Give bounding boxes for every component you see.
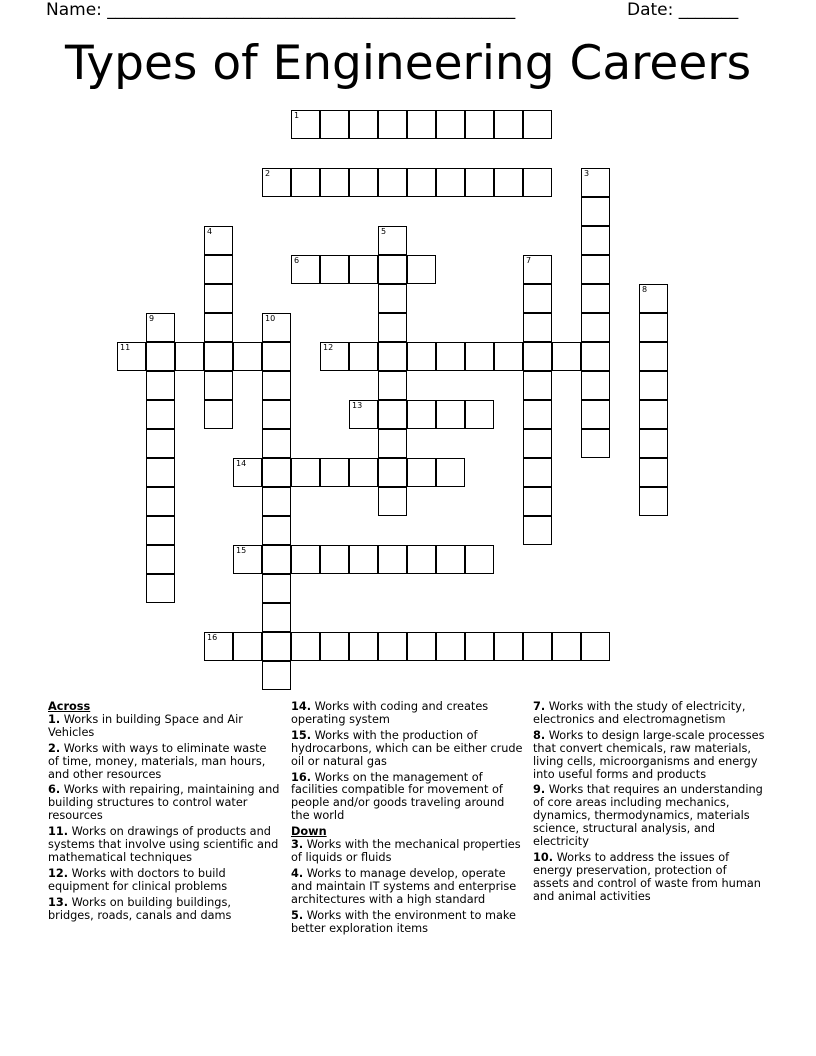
grid-cell[interactable]: [581, 226, 610, 255]
clue-number: 2: [265, 169, 271, 178]
grid-cell[interactable]: [639, 342, 668, 371]
grid-cell[interactable]: [146, 574, 175, 603]
clue-number: 6: [294, 256, 300, 265]
grid-cell[interactable]: [523, 429, 552, 458]
clue-item-text: Works on the management of facilities compatible for movement of people and/or goods traveling around the world: [291, 770, 505, 823]
grid-cell[interactable]: [175, 342, 204, 371]
clue-item-text: Works with the production of hydrocarbons, which can be either crude oil or natural gas: [291, 728, 523, 768]
clue-item-number: 5.: [291, 908, 304, 922]
grid-cell[interactable]: [407, 342, 436, 371]
grid-cell[interactable]: [523, 255, 552, 284]
clue-item-text: Works to design large-scale processes that convert chemicals, raw materials, living cells, microorganisms and energy into useful forms and products: [533, 728, 765, 781]
grid-cell[interactable]: [262, 487, 291, 516]
grid-cell[interactable]: [523, 284, 552, 313]
grid-cell[interactable]: [146, 545, 175, 574]
grid-cell[interactable]: [262, 313, 291, 342]
grid-cell[interactable]: [407, 632, 436, 661]
clue-item-text: Works to address the issues of energy preservation, protection of assets and control of waste from human and animal activities: [533, 850, 761, 903]
clue-number: 7: [526, 256, 532, 265]
grid-cell[interactable]: [204, 255, 233, 284]
grid-cell[interactable]: [146, 342, 175, 371]
grid-cell[interactable]: [523, 632, 552, 661]
grid-cell[interactable]: [523, 342, 552, 371]
down-heading: Down: [291, 825, 327, 839]
grid-cell[interactable]: [320, 458, 349, 487]
clue-item: [291, 910, 523, 936]
grid-cell[interactable]: [204, 400, 233, 429]
clue-number: 12: [323, 343, 334, 352]
grid-cell[interactable]: [262, 371, 291, 400]
grid-cell[interactable]: [465, 110, 494, 139]
grid-cell[interactable]: [465, 342, 494, 371]
grid-cell[interactable]: [581, 313, 610, 342]
grid-cell[interactable]: [233, 458, 262, 487]
clue-item-number: 14.: [291, 700, 312, 713]
clues-column-3: [533, 701, 765, 907]
clues-column-1: [48, 701, 280, 926]
clue-item-text: Works that requires an understanding of core areas including mechanics, dynamics, thermodynamics, materials science, structural analysis, and electricity: [533, 783, 763, 849]
clues-column-2: [291, 701, 523, 938]
clue-item: [291, 701, 523, 727]
clue-item: [291, 772, 523, 824]
clue-item-number: 11.: [48, 825, 69, 839]
clue-number: 10: [265, 314, 276, 323]
clue-item: [533, 784, 765, 849]
grid-cell[interactable]: [320, 545, 349, 574]
clue-item: [291, 730, 523, 769]
grid-cell[interactable]: [262, 342, 291, 371]
grid-cell[interactable]: [581, 632, 610, 661]
grid-cell[interactable]: [494, 168, 523, 197]
clue-item: [48, 784, 280, 823]
clue-item-number: 4.: [291, 866, 304, 880]
clue-item-text: Works with repairing, maintaining and building structures to control water resources: [48, 783, 280, 823]
grid-cell[interactable]: [349, 545, 378, 574]
grid-cell[interactable]: [262, 632, 291, 661]
date-field[interactable]: _______: [678, 0, 739, 20]
grid-cell[interactable]: [639, 487, 668, 516]
grid-cell[interactable]: [378, 255, 407, 284]
clue-item-text: Works to manage develop, operate and maintain IT systems and enterprise architectures with a high standard: [291, 866, 517, 906]
grid-cell[interactable]: [349, 255, 378, 284]
grid-cell[interactable]: [204, 313, 233, 342]
clue-item-text: Works with the mechanical properties of liquids or fluids: [291, 838, 521, 864]
grid-cell[interactable]: [262, 545, 291, 574]
grid-cell[interactable]: [378, 110, 407, 139]
grid-cell[interactable]: [523, 400, 552, 429]
clue-item: [48, 868, 280, 894]
clue-number: 5: [381, 227, 387, 236]
grid-cell[interactable]: [320, 110, 349, 139]
grid-cell[interactable]: [291, 545, 320, 574]
grid-cell[interactable]: [436, 632, 465, 661]
grid-cell[interactable]: [146, 400, 175, 429]
clue-item-number: 7.: [533, 700, 546, 713]
clue-item-text: Works on building buildings, bridges, roads, canals and dams: [48, 895, 232, 922]
grid-cell[interactable]: [233, 632, 262, 661]
grid-cell[interactable]: [581, 400, 610, 429]
grid-cell[interactable]: [320, 342, 349, 371]
grid-cell[interactable]: [639, 371, 668, 400]
grid-cell[interactable]: [378, 284, 407, 313]
grid-cell[interactable]: [494, 342, 523, 371]
grid-cell[interactable]: [378, 168, 407, 197]
grid-cell[interactable]: [349, 632, 378, 661]
clue-number: 16: [207, 633, 218, 642]
name-field[interactable]: ________________________________________________: [107, 0, 516, 20]
grid-cell[interactable]: [146, 516, 175, 545]
clue-item-text: Works with ways to eliminate waste of time, money, materials, man hours, and other resources: [48, 741, 267, 781]
grid-cell[interactable]: [378, 400, 407, 429]
grid-cell[interactable]: [552, 632, 581, 661]
grid-cell[interactable]: [378, 429, 407, 458]
grid-cell[interactable]: [436, 400, 465, 429]
grid-cell[interactable]: [320, 168, 349, 197]
name-label: Name:: [46, 0, 108, 20]
grid-cell[interactable]: [262, 458, 291, 487]
clue-item-number: 6.: [48, 783, 61, 797]
clue-item-text: Works with doctors to build equipment for clinical problems: [48, 866, 228, 893]
grid-cell[interactable]: [320, 255, 349, 284]
grid-cell[interactable]: [552, 342, 581, 371]
grid-cell[interactable]: [146, 458, 175, 487]
grid-cell[interactable]: [262, 400, 291, 429]
clue-item: [291, 839, 523, 865]
grid-cell[interactable]: [262, 516, 291, 545]
name-line[interactable]: [46, 0, 515, 20]
grid-cell[interactable]: [523, 110, 552, 139]
clue-item-number: 15.: [291, 728, 312, 742]
grid-cell[interactable]: [233, 342, 262, 371]
clue-item-number: 12.: [48, 866, 69, 880]
grid-cell[interactable]: [378, 632, 407, 661]
grid-cell[interactable]: [523, 371, 552, 400]
grid-cell[interactable]: [407, 168, 436, 197]
grid-cell[interactable]: [204, 284, 233, 313]
grid-cell[interactable]: [581, 255, 610, 284]
grid-cell[interactable]: [291, 110, 320, 139]
grid-cell[interactable]: [146, 487, 175, 516]
clue-item-number: 8.: [533, 728, 546, 742]
clue-item-number: 3.: [291, 838, 304, 852]
clue-number: 4: [207, 227, 213, 236]
clue-item: [533, 852, 765, 904]
grid-cell[interactable]: [262, 429, 291, 458]
grid-cell[interactable]: [639, 429, 668, 458]
grid-cell[interactable]: [204, 632, 233, 661]
clue-item-number: 10.: [533, 850, 554, 864]
grid-cell[interactable]: [291, 255, 320, 284]
grid-cell[interactable]: [146, 313, 175, 342]
grid-cell[interactable]: [407, 458, 436, 487]
clue-item-text: Works with the environment to make better exploration items: [291, 908, 517, 935]
grid-cell[interactable]: [523, 313, 552, 342]
grid-cell[interactable]: [349, 168, 378, 197]
clue-item-text: Works with coding and creates operating system: [291, 700, 489, 726]
clue-item-number: 2.: [48, 741, 61, 755]
grid-cell[interactable]: [639, 458, 668, 487]
grid-cell[interactable]: [204, 226, 233, 255]
clue-number: 9: [149, 314, 155, 323]
grid-cell[interactable]: [407, 400, 436, 429]
grid-cell[interactable]: [436, 342, 465, 371]
clue-item: [48, 826, 280, 865]
clue-item: [291, 868, 523, 907]
clue-item-number: 16.: [291, 770, 312, 784]
grid-cell[interactable]: [465, 545, 494, 574]
grid-cell[interactable]: [204, 371, 233, 400]
grid-cell[interactable]: [378, 487, 407, 516]
grid-cell[interactable]: [378, 342, 407, 371]
clue-number: 14: [236, 459, 247, 468]
page-title: Types of Engineering Careers: [64, 36, 752, 91]
grid-cell[interactable]: [378, 545, 407, 574]
grid-cell[interactable]: [349, 342, 378, 371]
clue-number: 1: [294, 111, 300, 120]
grid-cell[interactable]: [262, 661, 291, 690]
grid-cell[interactable]: [465, 400, 494, 429]
grid-cell[interactable]: [291, 168, 320, 197]
grid-cell[interactable]: [262, 168, 291, 197]
grid-cell[interactable]: [436, 168, 465, 197]
grid-cell[interactable]: [146, 429, 175, 458]
grid-cell[interactable]: [436, 545, 465, 574]
clue-number: 13: [352, 401, 363, 410]
grid-cell[interactable]: [494, 632, 523, 661]
grid-cell[interactable]: [436, 110, 465, 139]
clue-item-number: 13.: [48, 895, 69, 909]
grid-cell[interactable]: [523, 168, 552, 197]
grid-cell[interactable]: [581, 284, 610, 313]
grid-cell[interactable]: [407, 545, 436, 574]
grid-cell[interactable]: [407, 255, 436, 284]
grid-cell[interactable]: [378, 458, 407, 487]
clue-item-number: 9.: [533, 783, 546, 797]
clue-number: 15: [236, 546, 247, 555]
clue-item-number: 1.: [48, 712, 61, 726]
grid-cell[interactable]: [581, 168, 610, 197]
grid-cell[interactable]: [320, 632, 349, 661]
grid-cell[interactable]: [378, 226, 407, 255]
grid-cell[interactable]: [378, 371, 407, 400]
grid-cell[interactable]: [523, 458, 552, 487]
clue-item: [533, 701, 765, 727]
grid-cell[interactable]: [523, 487, 552, 516]
grid-cell[interactable]: [117, 342, 146, 371]
clue-number: 3: [584, 169, 590, 178]
grid-cell[interactable]: [639, 313, 668, 342]
clue-item: [48, 714, 280, 740]
grid-cell[interactable]: [465, 168, 494, 197]
clue-number: 11: [120, 343, 131, 352]
grid-cell[interactable]: [581, 197, 610, 226]
grid-cell[interactable]: [523, 516, 552, 545]
date-line[interactable]: [627, 0, 738, 20]
grid-cell[interactable]: [349, 400, 378, 429]
grid-cell[interactable]: [262, 603, 291, 632]
grid-cell[interactable]: [291, 632, 320, 661]
grid-cell[interactable]: [581, 429, 610, 458]
grid-cell[interactable]: [349, 458, 378, 487]
grid-cell[interactable]: [494, 110, 523, 139]
grid-cell[interactable]: [436, 458, 465, 487]
grid-cell[interactable]: [639, 400, 668, 429]
grid-cell[interactable]: [407, 110, 436, 139]
grid-cell[interactable]: [262, 574, 291, 603]
grid-cell[interactable]: [204, 342, 233, 371]
clue-number: 8: [642, 285, 648, 294]
clue-item: [533, 730, 765, 782]
grid-cell[interactable]: [146, 371, 175, 400]
clue-item-text: Works in building Space and Air Vehicles: [48, 712, 243, 739]
clue-item: [48, 743, 280, 782]
grid-cell[interactable]: [581, 342, 610, 371]
clue-item-text: Works on drawings of products and systems that involve using scientific and mathematical techniques: [48, 825, 279, 864]
across-heading: Across: [48, 700, 91, 713]
date-label: Date:: [627, 0, 679, 20]
grid-cell[interactable]: [291, 458, 320, 487]
grid-cell[interactable]: [233, 545, 262, 574]
grid-cell[interactable]: [639, 284, 668, 313]
grid-cell[interactable]: [378, 313, 407, 342]
clue-item-text: Works with the study of electricity, electronics and electromagnetism: [533, 700, 746, 726]
clue-item: [48, 897, 280, 923]
grid-cell[interactable]: [581, 371, 610, 400]
grid-cell[interactable]: [349, 110, 378, 139]
grid-cell[interactable]: [465, 632, 494, 661]
